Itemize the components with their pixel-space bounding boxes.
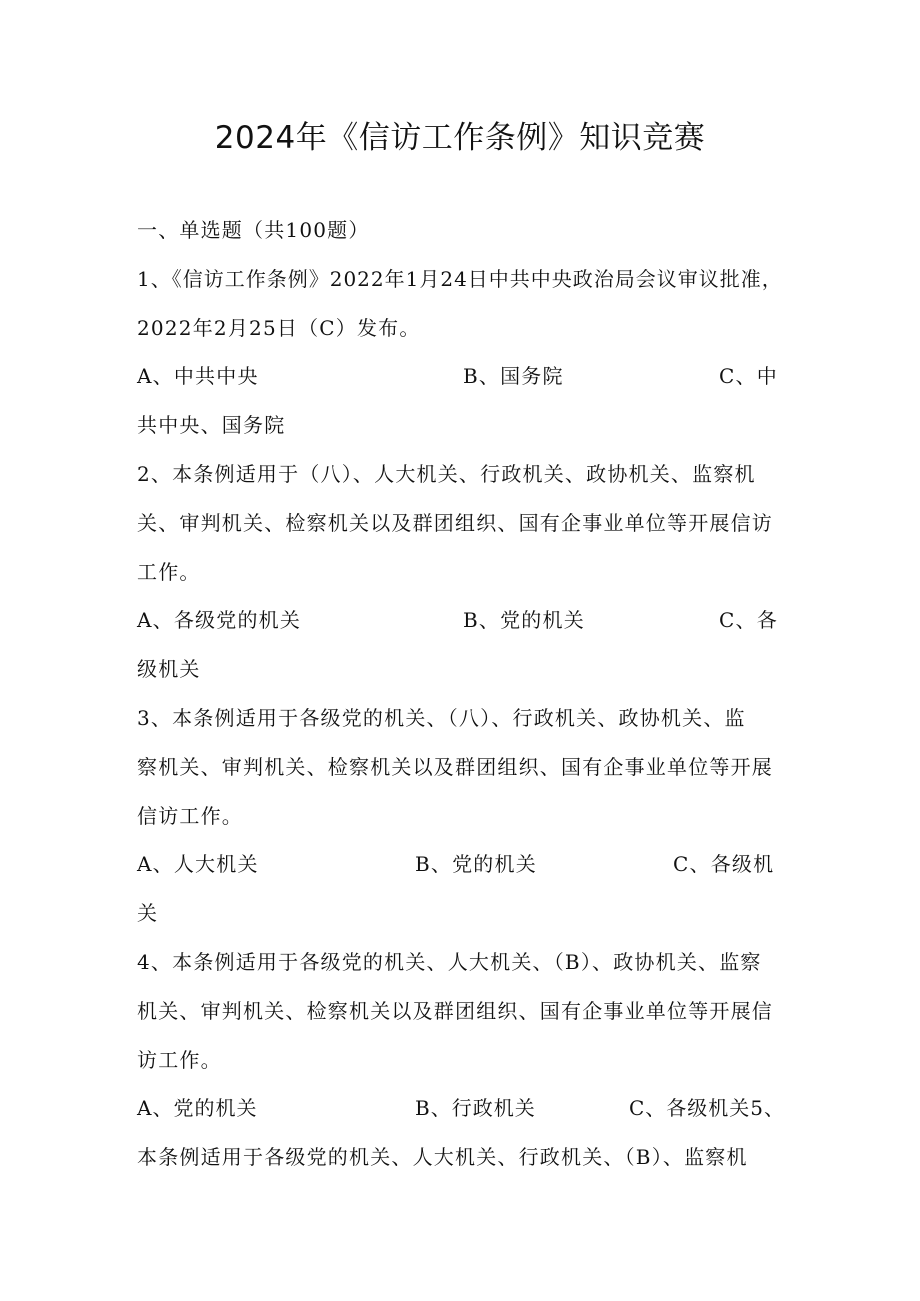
- question-3-line-1: 3、本条例适用于各级党的机关、（八）、行政机关、政协机关、监: [137, 705, 746, 730]
- question-1-option-wrap: 共中央、国务院: [137, 413, 286, 438]
- question-2-option-c: C、各: [719, 608, 778, 633]
- question-4-option-a: A、党的机关: [137, 1096, 258, 1121]
- question-2-line-3: 工作。: [137, 559, 201, 584]
- question-3-line-3: 信访工作。: [137, 803, 243, 828]
- question-1-option-a: A、中共中央: [137, 364, 259, 389]
- question-2-options: [137, 596, 785, 645]
- question-2-option-a: A、各级党的机关: [137, 608, 302, 633]
- question-3-options: [137, 840, 785, 889]
- question-4-option-wrap: 本条例适用于各级党的机关、人大机关、行政机关、（B）、监察机: [137, 1145, 748, 1170]
- question-1-line-2: 2022年2月25日（C）发布。: [137, 315, 421, 340]
- question-3-option-b: B、党的机关: [415, 852, 537, 877]
- question-1-option-b: B、国务院: [463, 364, 564, 389]
- question-2-line-1: 2、本条例适用于（八）、人大机关、行政机关、政协机关、监察机: [137, 461, 756, 486]
- question-1-option-c: C、中: [719, 364, 778, 389]
- question-4-line-3: 访工作。: [137, 1047, 222, 1072]
- question-1-options: [137, 352, 785, 401]
- section-heading: 一、单选题（共100题）: [137, 218, 370, 242]
- question-3-option-a: A、人大机关: [137, 852, 259, 877]
- document-body: [137, 206, 785, 1182]
- question-3-option-c: C、各级机: [673, 852, 775, 877]
- question-2-line-2: 关、审判机关、检察机关以及群团组织、国有企事业单位等开展信访: [137, 510, 773, 535]
- question-4-options: [137, 1084, 785, 1133]
- question-2-option-b: B、党的机关: [463, 608, 585, 633]
- question-3-line-2: 察机关、审判机关、检察机关以及群团组织、国有企事业单位等开展: [137, 754, 773, 779]
- question-3-option-wrap: 关: [137, 901, 159, 926]
- question-4-line-2: 机关、审判机关、检察机关以及群团组织、国有企事业单位等开展信: [137, 998, 773, 1023]
- question-4-option-c: C、各级机关5、: [629, 1096, 786, 1121]
- question-4-option-b: B、行政机关: [415, 1096, 536, 1121]
- question-1-line-1: 1、《信访工作条例》2022年1月24日中共中央政治局会议审议批准，: [137, 266, 783, 291]
- document-title: 2024年《信访工作条例》知识竞赛: [214, 120, 706, 156]
- question-4-line-1: 4、本条例适用于各级党的机关、人大机关、（B）、政协机关、监察: [137, 949, 762, 974]
- question-2-option-wrap: 级机关: [137, 657, 201, 682]
